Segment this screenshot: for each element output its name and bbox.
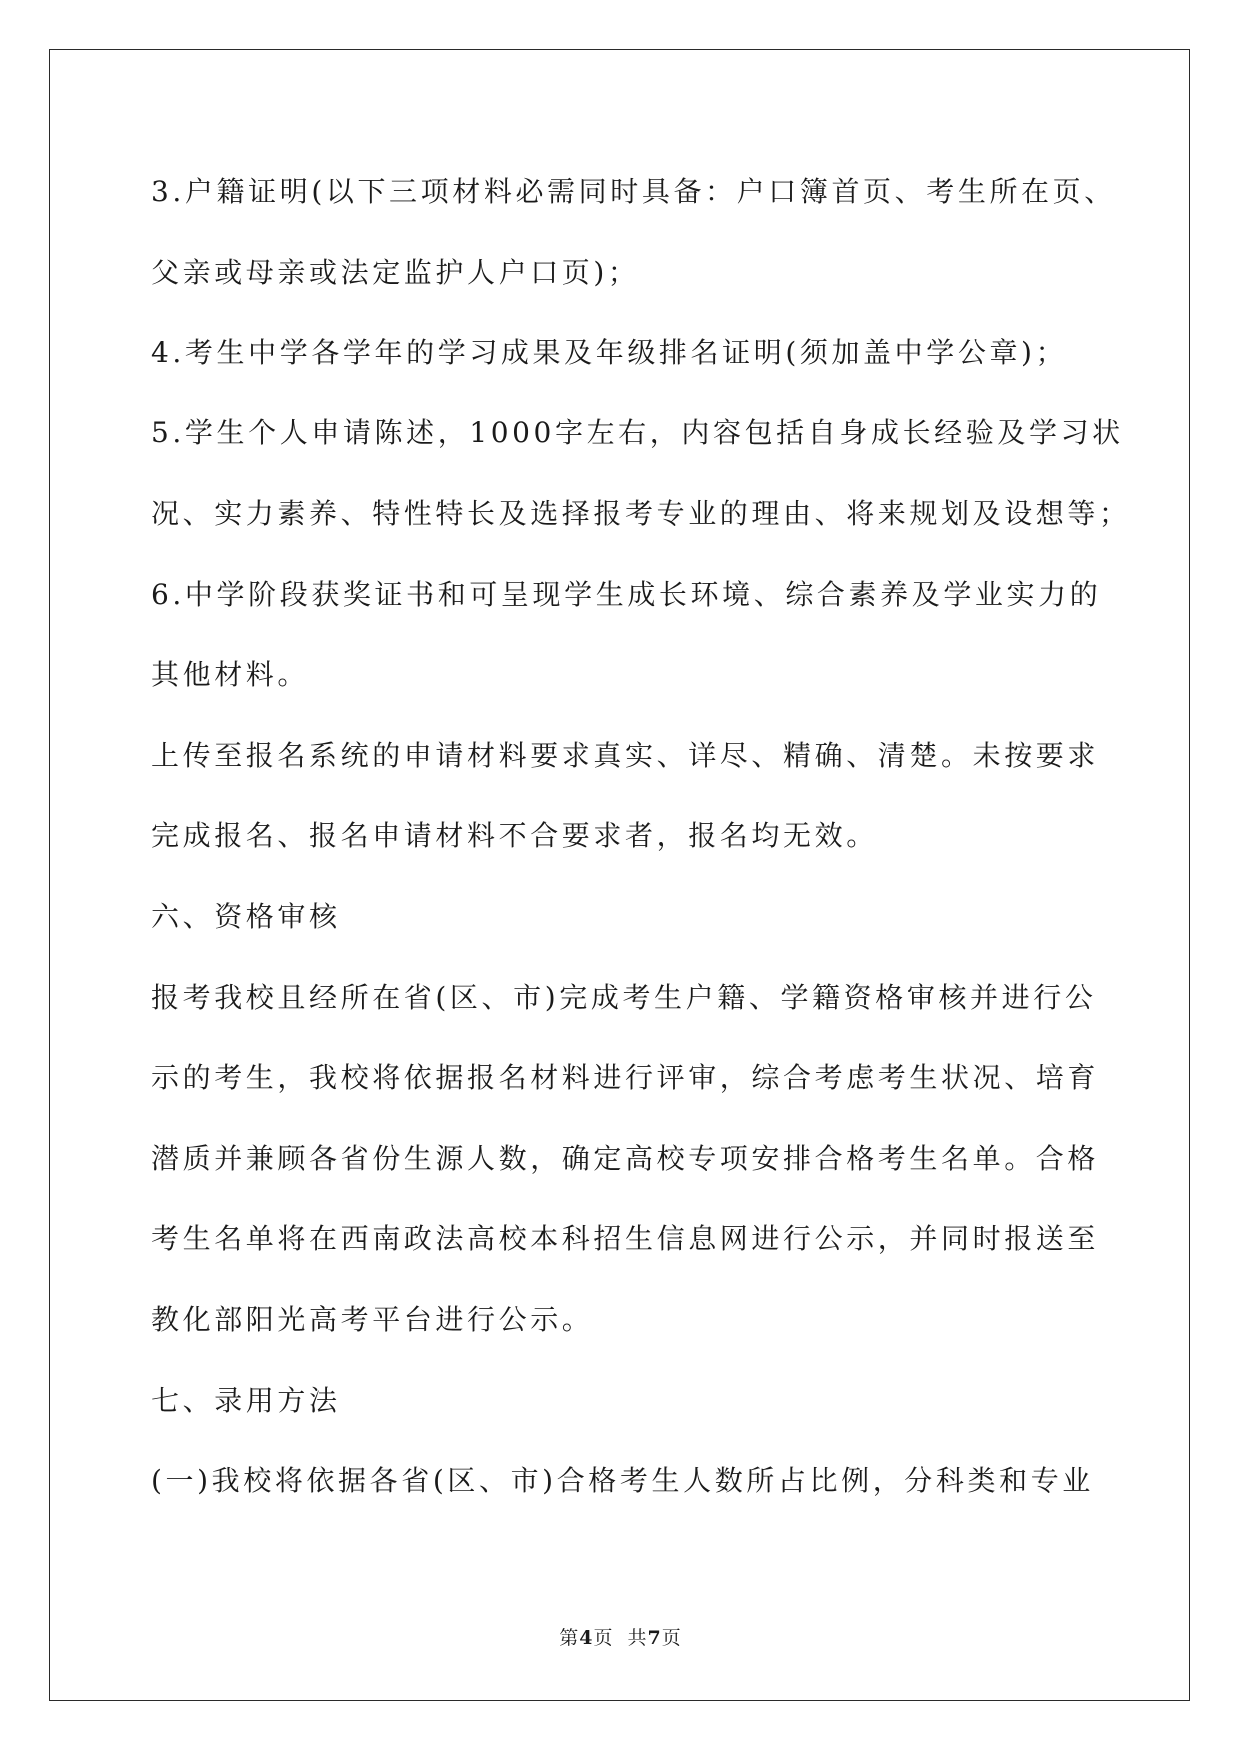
text-line: 完成报名、报名申请材料不合要求者，报名均无效。 bbox=[151, 819, 878, 852]
text-line: 报考我校且经所在省(区、市)完成考生户籍、学籍资格审核并进行公 bbox=[151, 981, 1097, 1014]
section-heading: 六、资格审核 bbox=[151, 900, 341, 933]
text-line: 潜质并兼顾各省份生源人数，确定高校专项安排合格考生名单。合格 bbox=[151, 1142, 1100, 1175]
page-total: 7 bbox=[647, 1627, 662, 1649]
text-line: 3.户籍证明(以下三项材料必需同时具备：户口簿首页、考生所在页、 bbox=[151, 175, 1116, 208]
page-border bbox=[49, 49, 1190, 1701]
text-line: 示的考生，我校将依据报名材料进行评审，综合考虑考生状况、培育 bbox=[151, 1061, 1100, 1094]
footer-prefix: 第 bbox=[559, 1627, 580, 1649]
text-line: 6.中学阶段获奖证书和可呈现学生成长环境、综合素养及学业实力的 bbox=[151, 578, 1102, 611]
section-heading: 七、录用方法 bbox=[151, 1384, 341, 1417]
footer-mid: 页 共 bbox=[593, 1627, 648, 1649]
text-line: 况、实力素养、特性特长及选择报考专业的理由、将来规划及设想等； bbox=[151, 497, 1131, 530]
page-footer bbox=[0, 1626, 1241, 1650]
page-number: 4 bbox=[579, 1627, 594, 1649]
text-line: 考生名单将在西南政法高校本科招生信息网进行公示，并同时报送至 bbox=[151, 1222, 1100, 1255]
text-line: 5.学生个人申请陈述，1000字左右，内容包括自身成长经验及学习状 bbox=[151, 416, 1124, 449]
text-line: 教化部阳光高考平台进行公示。 bbox=[151, 1303, 594, 1336]
text-line: 上传至报名系统的申请材料要求真实、详尽、精确、清楚。未按要求 bbox=[151, 739, 1100, 772]
text-line: 父亲或母亲或法定监护人户口页)； bbox=[151, 256, 640, 289]
text-line: 4.考生中学各学年的学习成果及年级排名证明(须加盖中学公章)； bbox=[151, 336, 1068, 369]
text-line: (一)我校将依据各省(区、市)合格考生人数所占比例，分科类和专业 bbox=[151, 1464, 1094, 1497]
text-line: 其他材料。 bbox=[151, 658, 310, 691]
footer-suffix: 页 bbox=[661, 1627, 682, 1649]
